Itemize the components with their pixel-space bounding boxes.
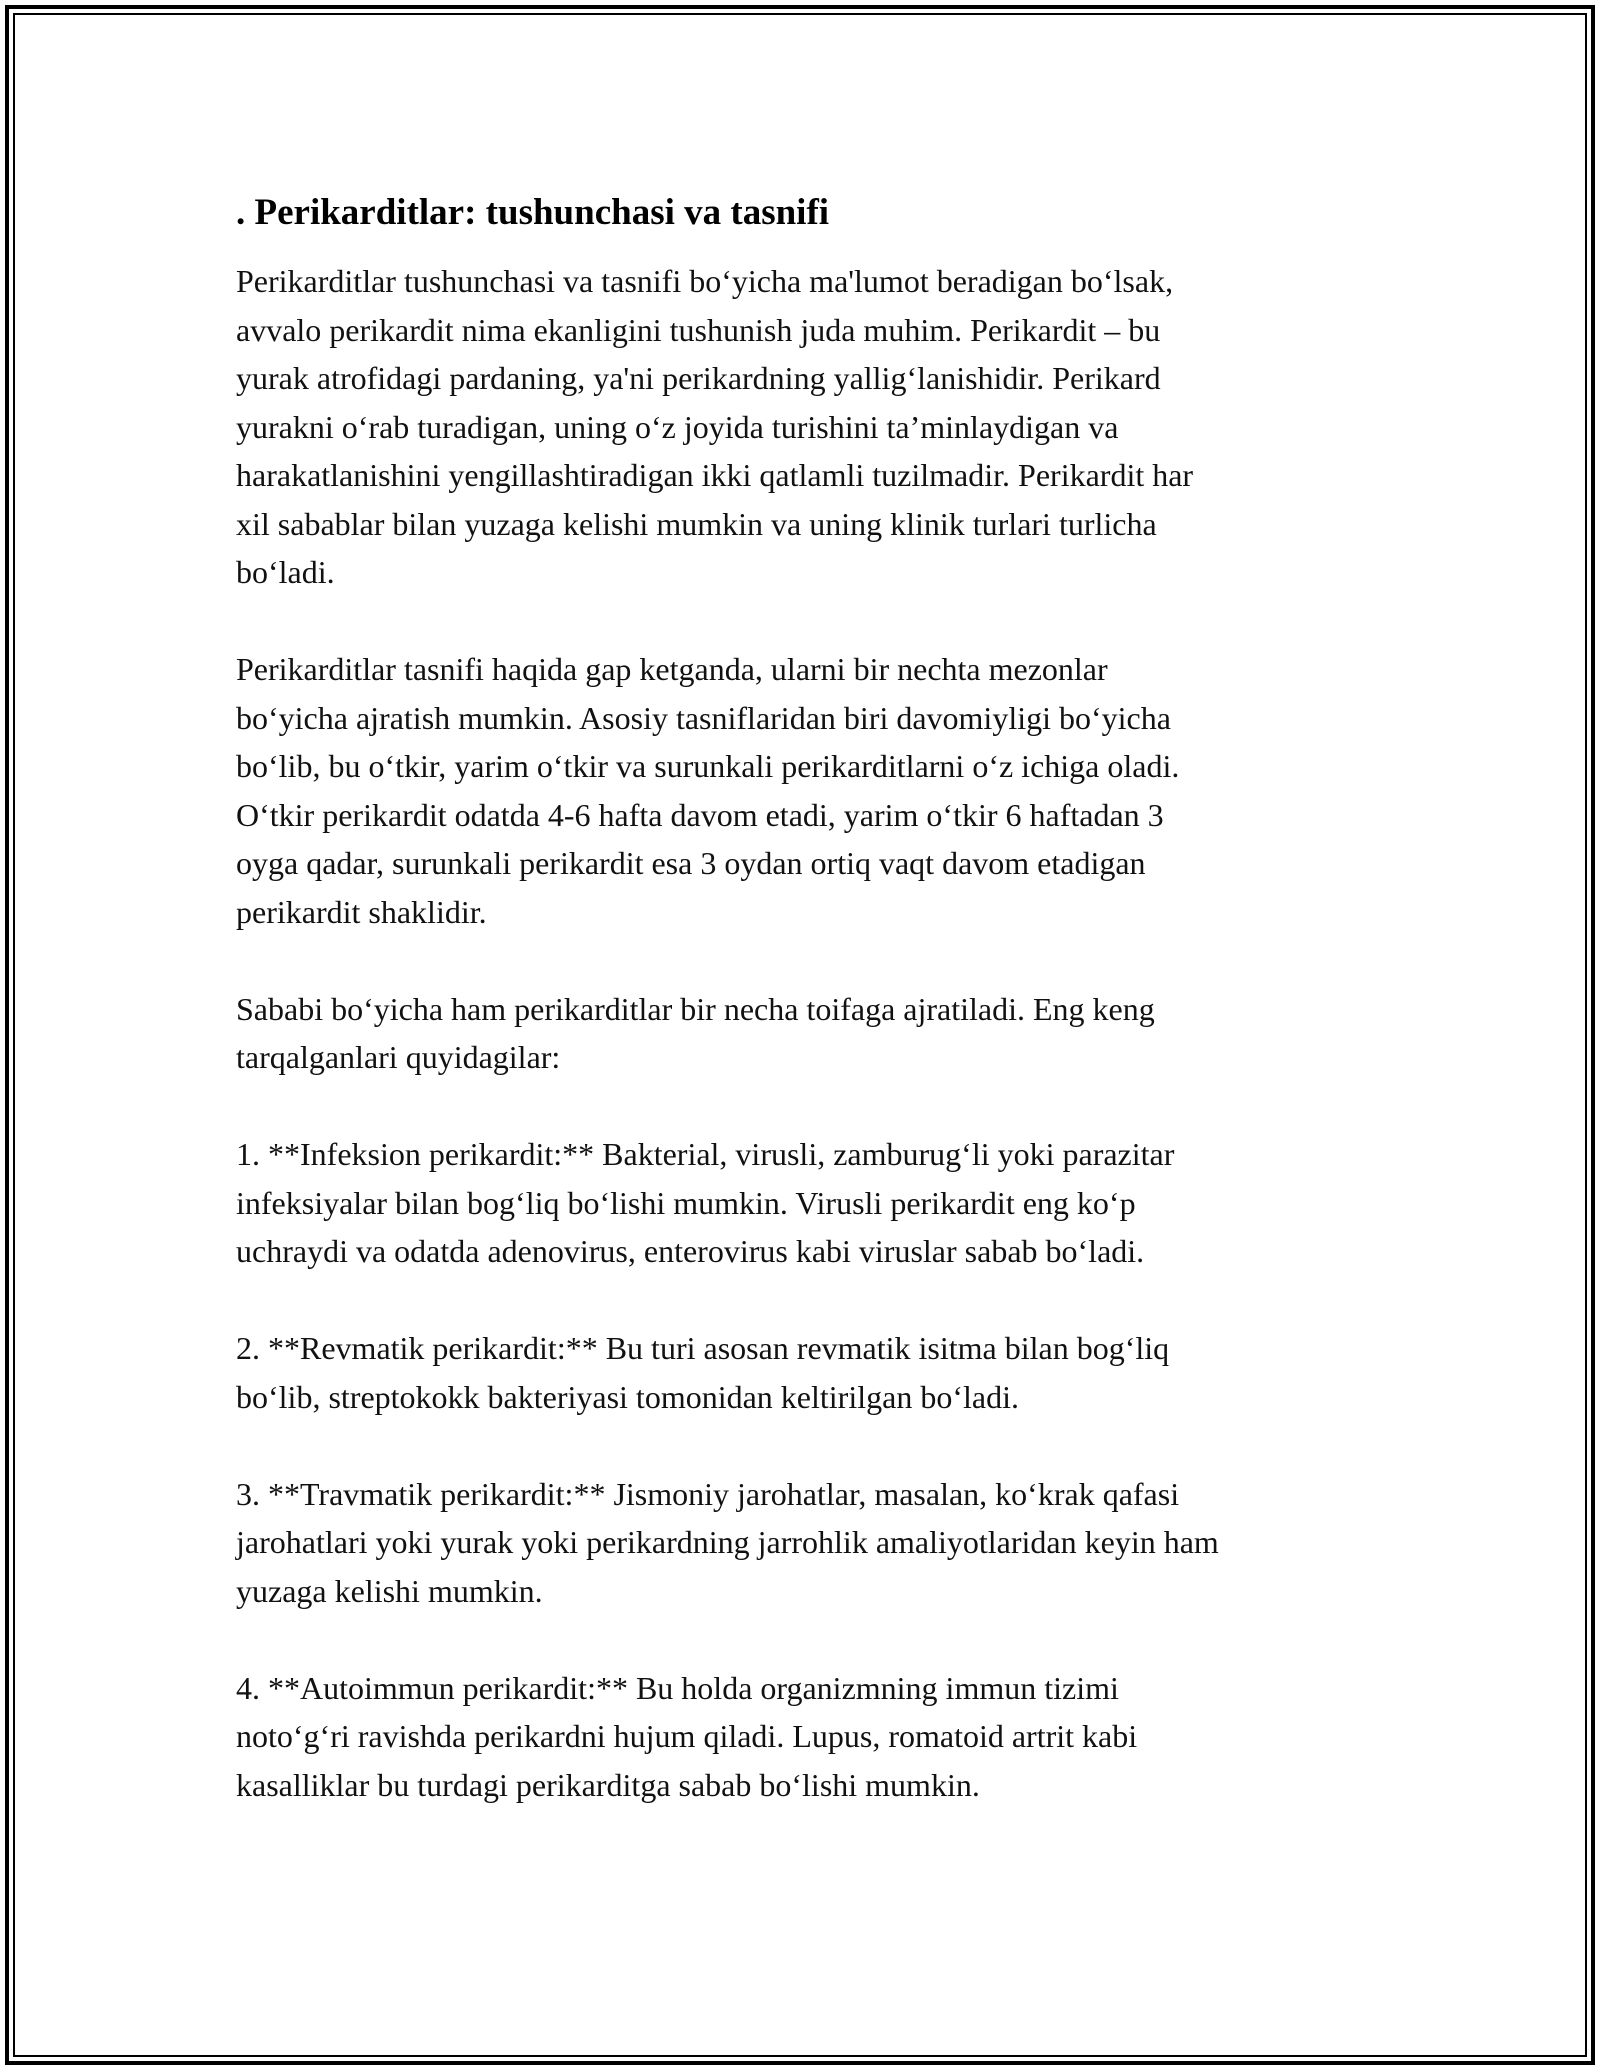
paragraph-causes: Sababi bo‘yicha ham perikarditlar bir necha toifaga ajratiladi. Eng keng tarqalganlari quyidagilar: (236, 990, 1155, 1075)
list-item-infectious: 1. **Infeksion perikardit:** Bakterial, virusli, zamburug‘li yoki parazitar infeksiyalar bilan bog‘liq bo‘lishi mumkin. Virusli perikardit eng ko‘p uchraydi va odatda adenovirus, enterovirus kabi viruslar sabab bo‘ladi. (236, 1136, 1175, 1269)
paragraph-intro: Perikarditlar tushunchasi va tasnifi bo‘yicha ma'lumot beradigan bo‘lsak, avvalo perikardit nima ekanligini tushunish juda muhim. Perikardit – bu yurak atrofidagi pardaning, ya'ni perikardning yallig‘lanishidir. Perikard yurakni o‘rab turadigan, uning o‘z joyida turishini ta’minlaydigan va harakatlanishini yengillashtiradigan ikki qatlamli tuzilmadir. Perikardit har xil sabablar bilan yuzaga kelishi mumkin va uning klinik turlari turlicha bo‘ladi. (236, 263, 1194, 590)
document-title: . Perikarditlar: tushunchasi va tasnifi (236, 192, 830, 233)
document-body (236, 185, 1386, 1809)
list-item-rheumatic: 2. **Revmatik perikardit:** Bu turi asosan revmatik isitma bilan bog‘liq bo‘lib, streptokokk bakteriyasi tomonidan keltirilgan bo‘ladi. (236, 1330, 1170, 1415)
paragraph-classification: Perikarditlar tasnifi haqida gap ketganda, ularni bir nechta mezonlar bo‘yicha ajratish mumkin. Asosiy tasniflaridan biri davomiyligi bo‘yicha bo‘lib, bu o‘tkir, yarim o‘tkir va surunkali perikarditlarni o‘z ichiga oladi. O‘tkir perikardit odatda 4-6 hafta davom etadi, yarim o‘tkir 6 haftadan 3 oyga qadar, surunkali perikardit esa 3 oydan ortiq vaqt davom etadigan perikardit shaklidir. (236, 651, 1180, 930)
list-item-autoimmune: 4. **Autoimmun perikardit:** Bu holda organizmning immun tizimi noto‘g‘ri ravishda perikardni hujum qiladi. Lupus, romatoid artrit kabi kasalliklar bu turdagi perikarditga sabab bo‘lishi mumkin. (236, 1669, 1138, 1803)
list-item-traumatic: 3. **Travmatik perikardit:** Jismoniy jarohatlar, masalan, ko‘krak qafasi jarohatlari yoki yurak yoki perikardning jarrohlik amaliyotlaridan keyin ham yuzaga kelishi mumkin. (236, 1475, 1219, 1609)
